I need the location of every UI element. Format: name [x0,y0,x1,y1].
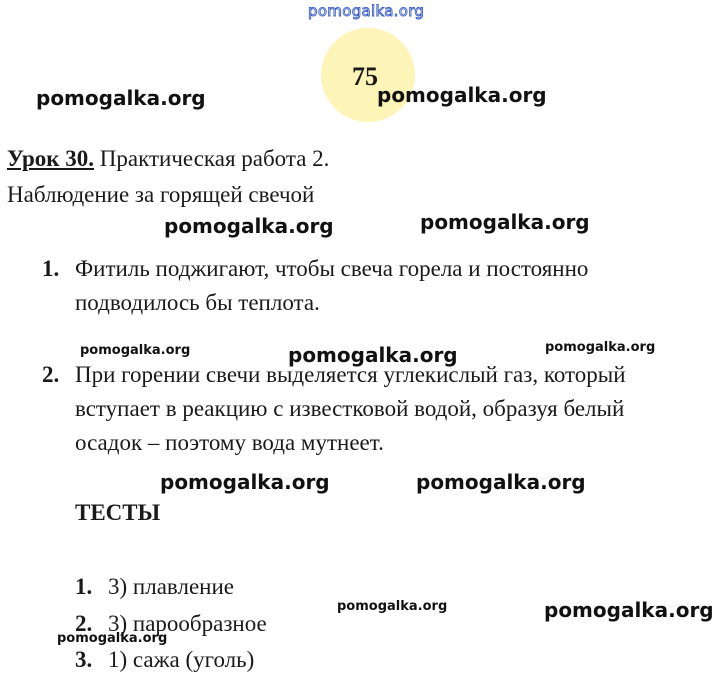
test-answer: 3) плавление [108,574,234,599]
watermark: pomogalka.org [160,470,330,494]
watermark: pomogalka.org [545,340,656,355]
page-number: 75 [352,62,378,91]
test-number: 2. [75,611,93,636]
tests-heading: ТЕСТЫ [75,500,161,525]
lesson-title: Практическая работа 2. [99,146,330,171]
test-number: 3. [75,647,93,672]
watermark: pomogalka.org [416,470,586,494]
lesson-subtitle: Наблюдение за горящей свечой [7,182,315,207]
watermark: pomogalka.org [57,631,168,646]
answer-line: При горении свечи выделяется углекислый газ, который [75,362,626,387]
answer-line: Фитиль поджигают, чтобы свеча горела и постоянно [75,256,589,281]
watermark: pomogalka.org [420,210,590,234]
answer-line: осадок – поэтому вода мутнеет. [75,430,384,455]
watermark: pomogalka.org [377,83,547,107]
watermark: pomogalka.org [36,86,206,110]
watermark: pomogalka.org [80,343,191,358]
test-item [75,647,254,673]
test-answer: 1) сажа (уголь) [108,647,255,672]
watermark-top: pomogalka.org [308,2,425,20]
watermark: pomogalka.org [288,343,458,367]
watermark: pomogalka.org [337,599,448,614]
lesson-heading [7,146,329,172]
answer-number: 1. [42,256,60,281]
answer-number: 2. [42,362,60,387]
watermark: pomogalka.org [544,598,714,622]
lesson-label: Урок 30. [7,146,95,171]
test-item [75,574,234,600]
test-answer: 3) парообразное [108,611,267,636]
watermark: pomogalka.org [164,214,334,238]
test-number: 1. [75,574,93,599]
answer-line: вступает в реакцию с известковой водой, образуя белый [75,396,625,421]
answer-line: подводилось бы теплота. [75,290,320,315]
